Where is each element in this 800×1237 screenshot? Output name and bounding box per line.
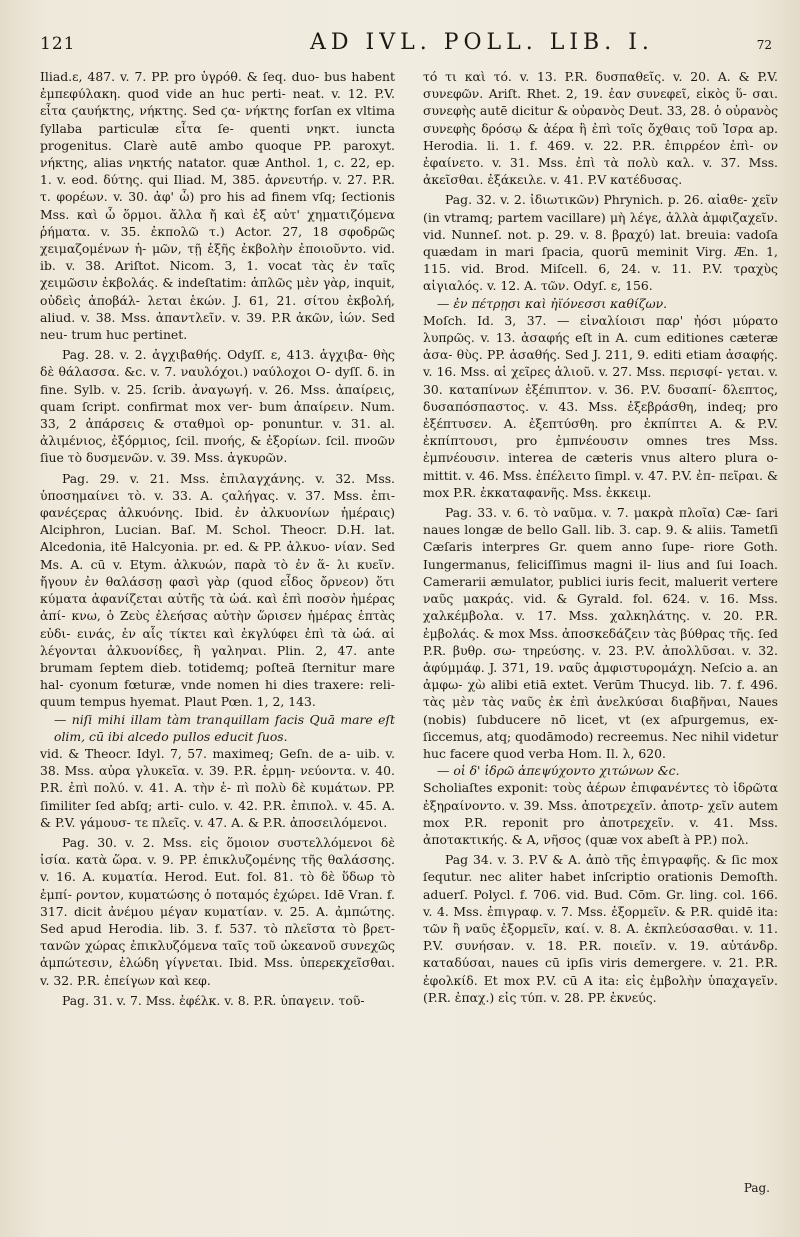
left-paragraph: vid. & Theocr. Idyl. 7, 57. maximeq; Geſn. de a- uib. v. 38. Mss. αὐρα γλυκεῖα. v. 39. P.R. ἑρμη- νεύοντα. v. 40. P.R. ἐπὶ πολύ. v. 41. A. τὴν ἐ- πὶ πολὺ δὲ κυμάτων. PP. ſimiliter ſed abſq; arti- culo. v. 42. P.R. ἐπιπολ. v. 45. A. & P.V. γάμουσ- τε πλεῖς. v. 47. A. & P.R. ἀποσειλόμενοι. [40, 745, 395, 830]
right-paragraph: Moſch. Id. 3, 37. — εἰναλίοισι παρ' ἠόσι μύρατο λυπρῶς. v. 13. ἀσαφής eſt in A. cum editiones cæteræ ἀσα- θὺς. PP. ἀσαθής. Sed J. 211, 9. editi etiam ἀσαφής. v. 16. Mss. αἱ χεῖρες ἁλιοῦ. v. 27. Mss. περισφί- γεται. v. 30. καταπίνων ἐξέπιπτον. v. 36. P.V. δυσαπί- δλεπτος, δυσαπόσπαστος. v. 43. Mss. ἐξεβράσθη, indeq; pro ἐξέπτυσεν. A. ἐξεπτύσθη. pro ἐκπίπτει A. & P.V. ἐκπίπτουσι, pro ἐμπνέουσιν omnes tres Mss. ἐμπνέουσιν. interea de cæteris vnus altero plura o- mittit. v. 46. Mss. ἐπέλειτο ſimpl. v. 47. P.V. ἐπ- πεῖραι. & mox P.R. ἐκκαταφανῆς. Mss. ἐκκειμ. [423, 312, 778, 500]
right-column [423, 68, 778, 1009]
left-paragraph: Pag. 30. v. 2. Mss. εἰς ὅμοιον συστελλόμενοι δὲ ἰσία. κατὰ ὥρα. v. 9. PP. ἐπικλυζομένης τῆς θαλάσσης. v. 16. A. κυματία. Herod. Eut. fol. 81. τὸ δὲ ὕδωρ τὸ ἐμπί- ροντον, κυματώσης ὁ ποταμός ἐχώρει. Idē Vran. f. 317. dicit ἀνέμου μέγαν κυματίαν. v. 25. A. ἀμπώτης. Sed apud Herodia. lib. 3. f. 537. τὸ πλεῖστα τὸ βρετ- τανῶν χώρας ἐπικλυζόμενα ταῖς τοῦ ὠκεανοῦ συνεχῶς ἀμπώτεσιν, ἐλώδη γίγνεται. Ibid. Mss. ὑπερεκχεῖσθαι. v. 32. P.R. ἐπείγων καὶ κεφ. [40, 834, 395, 988]
right-paragraph: Pag. 32. v. 2. ἰδιωτικῶν) Phrynich. p. 26. αἰαθε- χεῖν (in vtramq; partem vacillare) μὴ λέγε, ἀλλὰ ἀμφιζαχεῖν. vid. Nunneſ. not. p. 29. v. 8. βραχύ) lat. breuia: vadoſa quædam in mari ſpacia, quorū meminit Virg. Æn. 1, 115. vid. Brod. Miſcell. 6, 24. v. 11. P.V. τραχὺς αἰγιαλός. v. 12. A. τῶν. Odyſ. ε, 156. [423, 192, 778, 294]
text-columns [40, 68, 778, 1009]
running-head [40, 30, 778, 58]
right-paragraph: Scholiaſtes exponit: τοὺς ἀέρων ἐπιφανέντες τὸ ἱδρῶτα ἐξηραίνοντο. v. 39. Mss. ἀποτρεχεῖν. ἀποτρ- χεῖν autem mox P.R. reponit pro ἀποτρεχεῖν. v. 41. Mss. ἀποτακτικής. & A, νῆσος (quæ vox abeſt à PP.) πολ. [423, 780, 778, 847]
right-paragraph: τό τι καὶ τό. v. 13. P.R. δυσπαθεῖς. v. 20. A. & P.V. συνεφῶν. Ariſt. Rhet. 2, 19. ἐαν συνεφεῖ, εἰκὸς ὕ- σαι. συνεφὴς autē dicitur & οὐρανὸς Deut. 33, 28. ὁ οὐρανὸς συνεφὴς δρόσῳ & ἀέρα ἢ ἐπὶ τοῖς ὄχθαις τοῦ Ἰσρα ap. Herodia. li. 1. f. 469. v. 22. P.R. ἐπιρρέον ἐπὶ- ον ἐφαίνετο. v. 31. Mss. ἐπὶ τὰ πολὺ καλ. v. 37. Mss. ἀκεῖσθαι. ἐξάκειλε. v. 41. P.V κατέδυσας. [423, 69, 779, 188]
verse-quotation: — niſi mihi illam tàm tranquillam facis Quā mare eſt olim, cū ibi alcedo pullos educit ſuos. [54, 711, 395, 744]
left-paragraph: Pag. 29. v. 21. Mss. ἐπιλαγχάνης. v. 32. Mss. ὑποσημαίνει τὸ. v. 33. A. ϛαλήγας. v. 37. Mss. ἐπι- φανέϛερας ἀλκυόνης. Ibid. ἐν ἀλκυονίων ἡμέραις) Alciphron, Lucian. Baſ. M. Schol. Theocr. D.H. lat. Alcedonia, itē Halcyonia. pr. ed. & PP. ἀλκυο- νίαν. Sed Ms. A. cū v. Etym. ἀλκυών, παρὰ τὸ ἐν ἅ- λι κυεῖν. ἤγουν ἐν θαλάσσῃ φασὶ γὰρ (quod εἶδος ὄρνεον) ὅτι κύματα ἀφανίζεται αὐτῆς τὰ ὠά. καὶ ἐπὶ ποσὸν ἡμέρας ἀπί- κνω, ὁ Ζεὺς ἐλεήσας αὐτὴν ὥρισεν ἡμέρας ἑπτὰς εὐδι- εινάς, ἐν αἷς τίκτει καὶ ἐκγλύφει ἐπὶ τὰ ὠά. αἱ λέγονται ἀλκυονίδες, ἢ γαληναι. Plin. 2, 47. ante brumam ſeptem dieb. totidemq; poſteā ſternitur mare hal- cyonum fœturæ, vnde nomen hi dies traxere: reli- quum tempus hyemat. Plaut Pœn. 1, 2, 143. [40, 470, 395, 710]
left-paragraph: Pag. 31. v. 7. Mss. ἐφέλκ. v. 8. P.R. ὑπαγειν. τοῦ- [62, 992, 365, 1008]
verse-quotation: — οἱ δ' ἱδρῶ ἀπεψύχοντο χιτώνων &c. [437, 763, 680, 779]
left-paragraph: Iliad.ε, 487. v. 7. PP. pro ὑγρόθ. & ſeq. duo- bus habent ἐμπεφύλακη. quod vide an huc perti- neat. v. 12. P.V. εἶτα ϛαυήκτης, νήκτης. Sed ϛα- νήκτης forſan ex vltima ſyllaba particulæ εἶτα ſe- quenti νηκτ. iuncta progenitus. Clarè autē ambo quoque PP. paroxyt. νήκτης, alias νηκτής natator. quæ Anthol. 1, c. 22, ep. 1. v. eod. δύτης. qui Iliad. Μ, 385. ἀρνευτήρ. v. 27. P.R. τ. φορέων. v. 30. ἀφ' ὧ) pro his ad finem vſq; ſectionis Mss. καὶ ὧ ὅρμοι. ἄλλα ἤ καὶ ἐξ αὐτ' χηματιζόμενα ῥήματα. v. 35. ἐκπολῶ τ.) Actor. 27, 18 σφοδρῶς χειμαζομένων ἡ- μῶν, τῇ ἑξῆς ἐκβολὴν ἐποιοῦντο. vid. ib. v. 38. Ariſtot. Nicom. 3, 1. vocat τὰς ἐν ταῖς χειμῶσιν ἐκβολάς. & indeſtatim: ἁπλῶς μὲν γὰρ, inquit, οὐδεὶς ἀποβάλ- λεται ἑκών. J. 61, 21. σίτου ἐκβολή, aliud. v. 38. Mss. ἀπαντλεῖν. v. 39. P.R ἀκῶν, ἰών. Sed neu- trum huc pertinet. [40, 69, 395, 343]
signature-mark: 72 [756, 38, 772, 52]
page-number: 121 [40, 34, 76, 54]
left-paragraph: Pag. 28. v. 2. ἀγχιβαθής. Odyſſ. ε, 413. ἀγχιβα- θὴς δὲ θάλασσα. &c. v. 7. ναυλόχοι.) ναύλοχοι O- dyſſ. δ. in fine. Sylb. v. 25. ſcrib. ἀναγωγή. v. 26. Mss. ἀπαίρεις, quam ſcript. confirmat mox ver- bum ἀπαίρειν. Num. 33, 2 ἀπάρσεις & σταθμοὶ op- ponuntur. v. 31. al. ἀλιμένιος, ἐξόρμιος, ſcil. πνοής, & ἐξορίων. ſcil. πνοῶν ſiue τὸ δυσμενῶν. v. 39. Mss. ἀγκυρῶν. [40, 347, 395, 466]
catchword: Pag. [743, 1181, 770, 1195]
right-paragraph: Pag. 33. v. 6. τὸ ναῦμα. v. 7. μακρὰ πλοῖα) Cæ- ſari naues longæ de bello Gall. lib. 3. cap. 9. & aliis. Tametſi Cæſaris interpres Gr. quem anno ſupe- riore Goth. Iungermanus, feliciſſimus magni il- lius and ſui Ioach. Camerarii æmulator, publici iuris fecit, maluerit vertere ναῦς μακράς. vid. & Gyrald. fol. 624. v. 16. Mss. χαλκέμβολα. v. 17. Mss. χαλκηλάτης. v. 20. P.R. ἐμβολάς. & mox Mss. ἀποσκεδάζειν τὰς βύθρας τῆς. ſed P.R. βυθρ. σω- τηρεύσης. v. 23. P.V. ἀπολλῦσαι. v. 32. ἀφύμμάφ. J. 371, 19. ναῦς ἀμφιστυρομάχη. Neſcio a. an ἀμφω- χὼ alibi etiā extet. Verūm Thucyd. lib. 7. f. 496. τὰς μὲν τὰς ναῦς ἐκ ἐπὶ ἀνελκύσαι διαβῆναι, Naues (nobis) ſubducere nō licet, vt (ex aſpurgemus, ex- ſiccemus, atq; quodāmodo) recreemus. Nec nihil videtur huc facere quod verba Hom. Il. λ, 620. [423, 505, 778, 761]
right-paragraph: Pag 34. v. 3. P.V & A. ἀπὸ τῆς ἐπιγραφῆς. & ſic mox ſequtur. nec aliter habet inſcriptio orationis Demoſth. aduerſ. Polycl. f. 706. vid. Bud. Cōm. Gr. ling. col. 166. v. 4. Mss. ἐπιγραφ. v. 7. Mss. ἐξορμεῖν. & P.R. quidē ita: τῶν ἢ ναῦς ἐξορμεῖν, καί. v. 8. A. ἐκπλεύσασθαι. v. 11. P.V. συνήσαν. v. 18. P.R. ποιεῖν. v. 19. αὐτάνδρ. καταδύσαι, naues cū ipſis viris demergere. v. 21. P.R. ἐφολκίδ. Et mox P.V. cū A ita: εἰς ἐμβολὴν ὑπαχαγεῖν. (P.R. ἐπαχ.) εἰς τύπ. v. 28. PP. ἐκνεύς. [423, 852, 778, 1005]
verse-quotation: — ἐν πέτρῃσι καὶ ἠϊόνεσσι καθίζων. [437, 295, 668, 311]
running-title: AD IVL. POLL. LIB. I. [310, 30, 654, 55]
left-column [40, 68, 395, 1009]
